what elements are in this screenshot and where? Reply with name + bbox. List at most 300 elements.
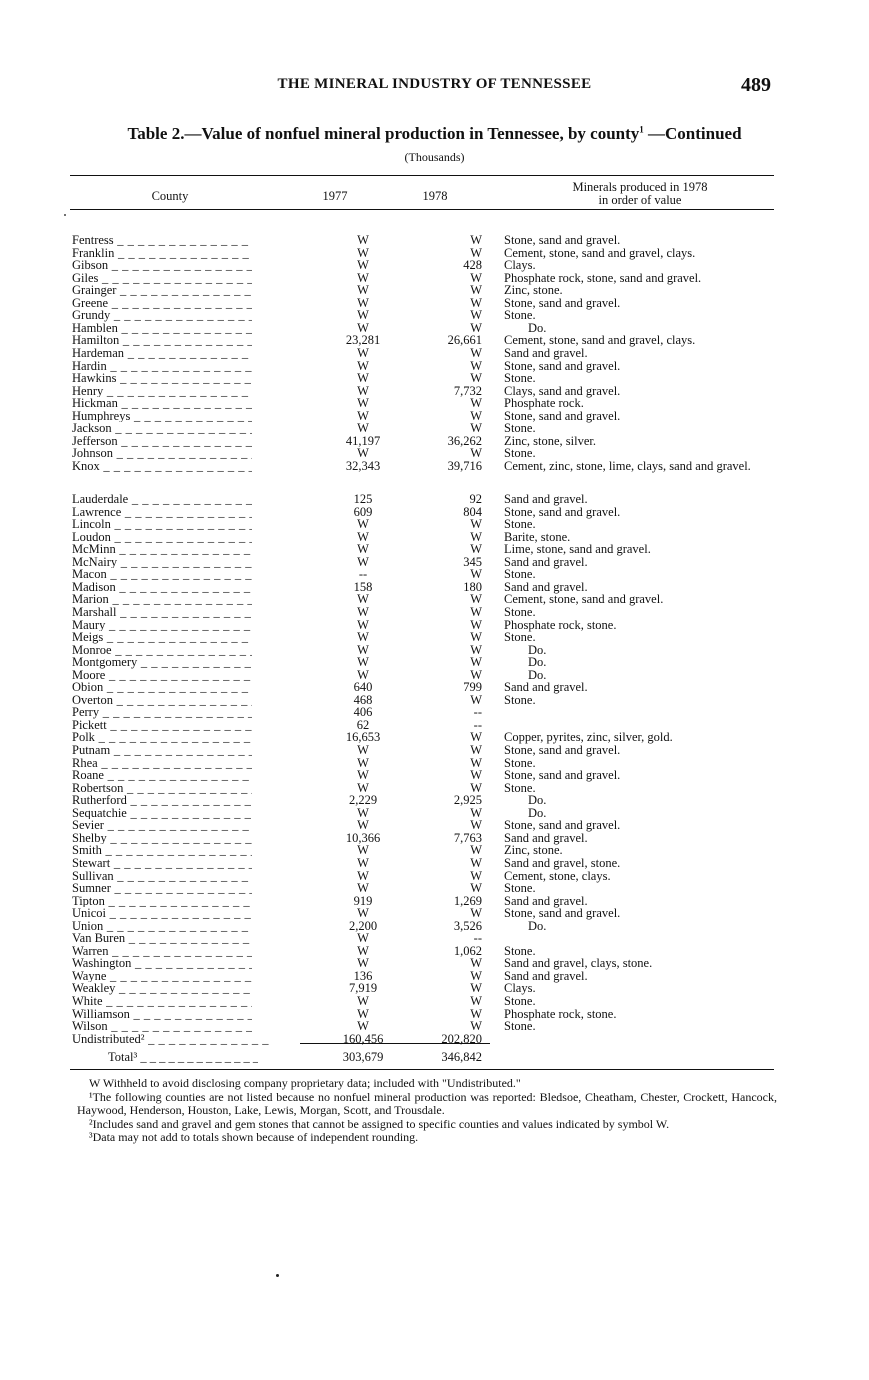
county-name: Lauderdale _ _ _: [72, 493, 252, 506]
value-1977: W: [357, 592, 369, 607]
value-1978: 39,716: [447, 458, 482, 473]
value-1977: W: [357, 258, 369, 273]
table-row: [0, 247, 869, 260]
county-name: Sullivan _ _ _: [72, 870, 252, 883]
table-row: [0, 372, 869, 385]
minerals-produced: Zinc, stone.: [504, 283, 563, 298]
county-name: Madison _ _ _: [72, 581, 252, 594]
value-1978: 804: [463, 504, 482, 519]
value-1977: 160,456: [342, 1031, 384, 1046]
value-1977: W: [357, 371, 369, 386]
county-name: Johnson _ _ _: [72, 447, 252, 460]
minerals-produced: Do.: [528, 918, 547, 933]
value-1978: 2,925: [453, 793, 482, 808]
value-1978: 202,820: [441, 1031, 482, 1046]
value-1978: W: [470, 308, 482, 323]
minerals-produced: Sand and gravel.: [504, 893, 588, 908]
table-row: [0, 656, 869, 669]
county-name: Henry _ _ _: [72, 385, 252, 398]
minerals-produced: Sand and gravel.: [504, 968, 588, 983]
minerals-produced: Stone, sand and gravel.: [504, 906, 621, 921]
value-1977: W: [357, 743, 369, 757]
value-1978: 36,262: [447, 433, 482, 448]
total-sum-rule: [300, 1043, 490, 1044]
table-title-footnote-mark: 1: [639, 124, 644, 135]
county-name: Van Buren _ _ _: [72, 932, 252, 945]
table-row: [0, 694, 869, 707]
value-1977: W: [357, 755, 369, 770]
table-row: [0, 744, 869, 757]
county-name: Meigs _ _ _: [72, 631, 252, 644]
value-1978: 428: [463, 258, 482, 273]
table-header-rule: [70, 209, 774, 210]
minerals-produced: Stone.: [504, 604, 536, 619]
county-name: Hamblen _ _ _: [72, 322, 252, 335]
table-row: [0, 995, 869, 1008]
county-name: Marshall _ _ _: [72, 606, 252, 619]
value-1978: W: [470, 968, 482, 983]
value-1978: W: [470, 642, 482, 657]
county-name: Hamilton _ _ _: [72, 334, 252, 347]
value-1977: W: [357, 604, 369, 619]
table-row: [0, 769, 869, 782]
minerals-produced: Clays, sand and gravel.: [504, 383, 621, 398]
county-name: Giles _ _ _: [72, 272, 252, 285]
value-1978: W: [470, 805, 482, 820]
minerals-produced: Clays.: [504, 981, 536, 996]
table-row: [0, 493, 869, 506]
running-head: THE MINERAL INDUSTRY OF TENNESSEE: [277, 76, 592, 92]
county-name: Sequatchie _ _ _: [72, 807, 252, 820]
footnote-1: ¹The following counties are not listed because no nonfuel mineral production was reported: Bledsoe, Cheatham, Chester, Crockett, Hancock, Haywood, Henderson, Houston, Lake, Lewis, Morgan, Scott, and Trousdale.: [77, 1089, 777, 1117]
value-1977: 10,366: [345, 830, 381, 845]
county-name: Union _ _ _: [72, 920, 252, 933]
value-1977: W: [357, 956, 369, 971]
value-1978: W: [470, 855, 482, 870]
value-1978: W: [470, 994, 482, 1008]
value-1978: W: [470, 233, 482, 247]
value-1978: W: [470, 567, 482, 582]
county-name: Perry _ _ _: [72, 706, 252, 719]
value-1978: W: [470, 396, 482, 411]
value-1977: 23,281: [345, 333, 381, 348]
table-row: [0, 731, 869, 744]
county-name: Sevier _ _ _: [72, 819, 252, 832]
minerals-produced: Stone.: [504, 308, 536, 323]
county-name: Montgomery _ _ _: [72, 656, 252, 669]
county-name: Grundy _ _ _: [72, 309, 252, 322]
county-name: Polk _ _ _: [72, 731, 252, 744]
value-1978: W: [470, 270, 482, 285]
value-1977: W: [357, 245, 369, 260]
minerals-produced: Sand and gravel.: [504, 830, 588, 845]
table-row: [0, 1008, 869, 1021]
value-1978: 7,763: [453, 830, 482, 845]
table-row: [0, 681, 869, 694]
value-1977: 16,653: [345, 730, 381, 745]
table-row: [0, 385, 869, 398]
county-name: McMinn _ _ _: [72, 543, 252, 556]
value-1978: W: [470, 517, 482, 532]
minerals-produced: Sand and gravel, stone.: [504, 855, 621, 870]
county-name: Williamson _ _ _: [72, 1008, 252, 1021]
table-row: [0, 882, 869, 895]
value-1978: W: [470, 542, 482, 557]
county-name: Monroe _ _ _: [72, 644, 252, 657]
total-1977: 303,679: [342, 1050, 384, 1064]
value-1978: 345: [463, 554, 482, 569]
value-1978: W: [470, 956, 482, 971]
county-name: Robertson _ _ _: [72, 782, 252, 795]
column-header-1978: 1978: [422, 189, 448, 203]
value-1977: W: [357, 617, 369, 632]
value-1978: W: [470, 408, 482, 423]
county-name: Rutherford _ _ _: [72, 794, 252, 807]
table-row: [0, 907, 869, 920]
county-name: Obion _ _ _: [72, 681, 252, 694]
minerals-produced: Sand and gravel.: [504, 680, 588, 695]
value-1978: 92: [469, 492, 482, 506]
value-1978: W: [470, 730, 482, 745]
value-1977: 2,200: [348, 918, 378, 933]
value-1977: W: [357, 655, 369, 670]
minerals-produced: Stone, sand and gravel.: [504, 768, 621, 783]
table-row: [0, 932, 869, 945]
county-name: White _ _ _: [72, 995, 252, 1008]
minerals-produced: Phosphate rock.: [504, 396, 584, 411]
minerals-produced: Clays.: [504, 258, 536, 273]
table-row: [0, 506, 869, 519]
value-1977: 62: [356, 717, 370, 732]
table-title-suffix: —Continued: [643, 124, 742, 143]
value-1977: 136: [353, 968, 373, 983]
table-row: [0, 334, 869, 347]
value-1978: W: [470, 617, 482, 632]
column-header-minerals-line1: Minerals produced in 1978: [572, 180, 708, 194]
table-row: [0, 844, 869, 857]
value-1977: 32,343: [345, 458, 381, 473]
value-1977: W: [357, 358, 369, 373]
value-1977: 406: [353, 705, 373, 720]
value-1978: W: [470, 692, 482, 707]
value-1978: W: [470, 655, 482, 670]
table-row: [0, 322, 869, 335]
value-1978: 7,732: [453, 383, 482, 398]
table-row: [0, 284, 869, 297]
value-1977: W: [357, 446, 369, 461]
value-1978: 180: [463, 579, 482, 594]
page-number: 489: [741, 74, 771, 96]
minerals-produced: Do.: [528, 805, 547, 820]
county-name: Wilson _ _ _: [72, 1020, 252, 1033]
minerals-produced: Barite, stone.: [504, 529, 571, 544]
value-1978: W: [470, 843, 482, 858]
value-1977: W: [357, 283, 369, 298]
table-title-text: Table 2.—Value of nonfuel mineral production in Tennessee, by county: [127, 124, 640, 143]
county-name: Lawrence _ _ _: [72, 506, 252, 519]
county-name: Hickman _ _ _: [72, 397, 252, 410]
value-1977: 41,197: [345, 433, 381, 448]
minerals-produced: Stone.: [504, 630, 536, 645]
minerals-produced: Sand and gravel.: [504, 554, 588, 569]
county-name: Smith _ _ _: [72, 844, 252, 857]
value-1978: --: [473, 717, 482, 732]
table-row: [0, 309, 869, 322]
minerals-produced: Stone, sand and gravel.: [504, 358, 621, 373]
county-name: Jefferson _ _ _: [72, 435, 252, 448]
value-1978: W: [470, 245, 482, 260]
minerals-produced: Stone.: [504, 780, 536, 795]
minerals-produced: Stone, sand and gravel.: [504, 818, 621, 833]
minerals-produced: Cement, stone, sand and gravel, clays.: [504, 245, 696, 260]
county-name: Roane _ _ _: [72, 769, 252, 782]
table-row: [0, 644, 869, 657]
footnote-w: W Withheld to avoid disclosing company proprietary data; included with "Undistributed.": [89, 1076, 521, 1090]
minerals-produced: Do.: [528, 667, 547, 682]
table-top-rule: [70, 175, 774, 176]
value-1978: W: [470, 755, 482, 770]
value-1977: W: [357, 943, 369, 958]
table-row: [0, 593, 869, 606]
county-name: Franklin _ _ _: [72, 247, 252, 260]
county-name: Greene _ _ _: [72, 297, 252, 310]
table-row: [0, 807, 869, 820]
minerals-produced: Cement, stone, sand and gravel.: [504, 592, 664, 607]
column-header-minerals-line2: in order of value: [598, 193, 682, 207]
minerals-produced: Stone, sand and gravel.: [504, 408, 621, 423]
value-1978: W: [470, 358, 482, 373]
minerals-produced: Zinc, stone.: [504, 843, 563, 858]
table-row: [0, 347, 869, 360]
minerals-produced: Stone.: [504, 692, 536, 707]
county-name: Sumner _ _ _: [72, 882, 252, 895]
table-row: [0, 531, 869, 544]
minerals-produced: Stone.: [504, 755, 536, 770]
minerals-produced: Zinc, stone, silver.: [504, 433, 596, 448]
value-1978: --: [473, 705, 482, 720]
table-row: [0, 297, 869, 310]
value-1978: W: [470, 906, 482, 921]
county-name: Jackson _ _ _: [72, 422, 252, 435]
table-bottom-rule: [70, 1069, 774, 1070]
value-1977: W: [357, 542, 369, 557]
table-row: [0, 435, 869, 448]
value-1977: W: [357, 396, 369, 411]
value-1978: W: [470, 1006, 482, 1021]
footnotes: [77, 1077, 777, 1145]
minerals-produced: Lime, stone, sand and gravel.: [504, 542, 651, 557]
county-name: Hawkins _ _ _: [72, 372, 252, 385]
county-name: Gibson _ _ _: [72, 259, 252, 272]
minerals-produced: Stone, sand and gravel.: [504, 743, 621, 757]
value-1977: 919: [353, 893, 373, 908]
value-1978: W: [470, 630, 482, 645]
minerals-produced: Do.: [528, 320, 547, 335]
county-name: Stewart _ _ _: [72, 857, 252, 870]
minerals-produced: Sand and gravel.: [504, 345, 588, 360]
value-1977: W: [357, 1019, 369, 1034]
county-name: Loudon _ _ _: [72, 531, 252, 544]
county-name: Undistributed² _ _ _: [72, 1033, 272, 1046]
value-1977: W: [357, 818, 369, 833]
table-row: [0, 460, 869, 473]
value-1978: W: [470, 529, 482, 544]
value-1978: W: [470, 818, 482, 833]
table-row: [0, 895, 869, 908]
value-1977: 468: [353, 692, 373, 707]
table-row: [0, 619, 869, 632]
value-1977: W: [357, 517, 369, 532]
value-1977: W: [357, 667, 369, 682]
value-1977: W: [357, 270, 369, 285]
value-1977: W: [357, 308, 369, 323]
minerals-produced: Stone.: [504, 943, 536, 958]
minerals-produced: Phosphate rock, stone, sand and gravel.: [504, 270, 702, 285]
column-header-1977: 1977: [322, 189, 348, 203]
value-1977: 2,229: [348, 793, 378, 808]
value-1977: W: [357, 855, 369, 870]
county-name: Shelby _ _ _: [72, 832, 252, 845]
county-name: Unicoi _ _ _: [72, 907, 252, 920]
minerals-produced: Phosphate rock, stone.: [504, 617, 617, 632]
value-1977: --: [358, 567, 368, 582]
value-1977: 7,919: [348, 981, 378, 996]
minerals-produced: Stone.: [504, 371, 536, 386]
value-1978: W: [470, 981, 482, 996]
value-1978: 26,661: [447, 333, 482, 348]
county-name: Macon _ _ _: [72, 568, 252, 581]
value-1977: W: [357, 233, 369, 247]
value-1978: W: [470, 768, 482, 783]
value-1978: W: [470, 743, 482, 757]
value-1977: 640: [353, 680, 373, 695]
value-1978: --: [473, 931, 482, 946]
value-1977: W: [357, 805, 369, 820]
county-name: Tipton _ _ _: [72, 895, 252, 908]
value-1977: W: [357, 780, 369, 795]
table-row: [0, 397, 869, 410]
value-1978: W: [470, 667, 482, 682]
value-1977: W: [357, 994, 369, 1008]
total-1978: 346,842: [441, 1050, 482, 1064]
minerals-produced: Stone.: [504, 446, 536, 461]
value-1977: W: [357, 529, 369, 544]
value-1978: W: [470, 604, 482, 619]
value-1978: W: [470, 1019, 482, 1034]
county-name: Overton _ _ _: [72, 694, 252, 707]
minerals-produced: Stone.: [504, 1019, 536, 1034]
value-1978: 3,526: [453, 918, 482, 933]
county-name: Marion _ _ _: [72, 593, 252, 606]
footnote-3: ³Data may not add to totals shown because of independent rounding.: [89, 1130, 419, 1144]
value-1978: W: [470, 283, 482, 298]
table-row: [0, 422, 869, 435]
value-1977: W: [357, 1006, 369, 1021]
column-header-county: County: [151, 189, 189, 203]
minerals-produced: Cement, stone, sand and gravel, clays.: [504, 333, 696, 348]
column-header-minerals: [540, 181, 740, 207]
value-1977: W: [357, 931, 369, 946]
county-name: Fentress _ _ _: [72, 234, 252, 247]
minerals-produced: Phosphate rock, stone.: [504, 1006, 617, 1021]
table-row: [0, 719, 869, 732]
value-1978: 1,269: [453, 893, 482, 908]
table-row: [0, 669, 869, 682]
value-1977: W: [357, 345, 369, 360]
table-row: [0, 870, 869, 883]
table-title: [0, 124, 869, 144]
county-name: Moore _ _ _: [72, 669, 252, 682]
minerals-produced: Sand and gravel.: [504, 492, 588, 506]
table-row: [0, 706, 869, 719]
county-name: Washington _ _ _: [72, 957, 252, 970]
value-1977: W: [357, 868, 369, 883]
minerals-produced: Cement, zinc, stone, lime, clays, sand and gravel.: [504, 458, 751, 473]
county-name: Humphreys _ _ _: [72, 410, 252, 423]
table-row: [0, 782, 869, 795]
table-row: [0, 1020, 869, 1033]
county-name: Grainger _ _ _: [72, 284, 252, 297]
minerals-produced: Stone, sand and gravel.: [504, 295, 621, 310]
county-name: McNairy _ _ _: [72, 556, 252, 569]
minerals-produced: Sand and gravel.: [504, 579, 588, 594]
table-row: [0, 360, 869, 373]
value-1978: W: [470, 446, 482, 461]
scan-speck-bottom: [276, 1274, 279, 1277]
value-1977: W: [357, 320, 369, 335]
minerals-produced: Stone.: [504, 994, 536, 1008]
county-name: Lincoln _ _ _: [72, 518, 252, 531]
minerals-produced: Do.: [528, 655, 547, 670]
value-1977: W: [357, 630, 369, 645]
value-1977: W: [357, 383, 369, 398]
value-1978: W: [470, 881, 482, 896]
total-label: Total³ _ _ _: [108, 1050, 258, 1065]
value-1978: W: [470, 592, 482, 607]
table-row: [0, 518, 869, 531]
county-name: Wayne _ _ _: [72, 970, 252, 983]
table-row: [0, 543, 869, 556]
county-name: Hardin _ _ _: [72, 360, 252, 373]
value-1978: W: [470, 421, 482, 436]
minerals-produced: Copper, pyrites, zinc, silver, gold.: [504, 730, 673, 745]
table-row: [0, 982, 869, 995]
value-1978: W: [470, 295, 482, 310]
value-1978: 799: [463, 680, 482, 695]
table-row: [0, 957, 869, 970]
county-name: Knox _ _ _: [72, 460, 252, 473]
table-row: [0, 606, 869, 619]
value-1978: W: [470, 780, 482, 795]
value-1978: W: [470, 868, 482, 883]
table-row: [0, 832, 869, 845]
value-1977: W: [357, 295, 369, 310]
minerals-produced: Cement, stone, clays.: [504, 868, 611, 883]
value-1977: W: [357, 642, 369, 657]
minerals-produced: Do.: [528, 642, 547, 657]
value-1977: W: [357, 768, 369, 783]
value-1978: W: [470, 320, 482, 335]
minerals-produced: Stone.: [504, 567, 536, 582]
minerals-produced: Sand and gravel, clays, stone.: [504, 956, 653, 971]
value-1978: W: [470, 371, 482, 386]
county-name: Putnam _ _ _: [72, 744, 252, 757]
scan-speck: [64, 214, 66, 216]
value-1978: W: [470, 345, 482, 360]
table-row: [0, 410, 869, 423]
county-name: Weakley _ _ _: [72, 982, 252, 995]
value-1977: W: [357, 881, 369, 896]
